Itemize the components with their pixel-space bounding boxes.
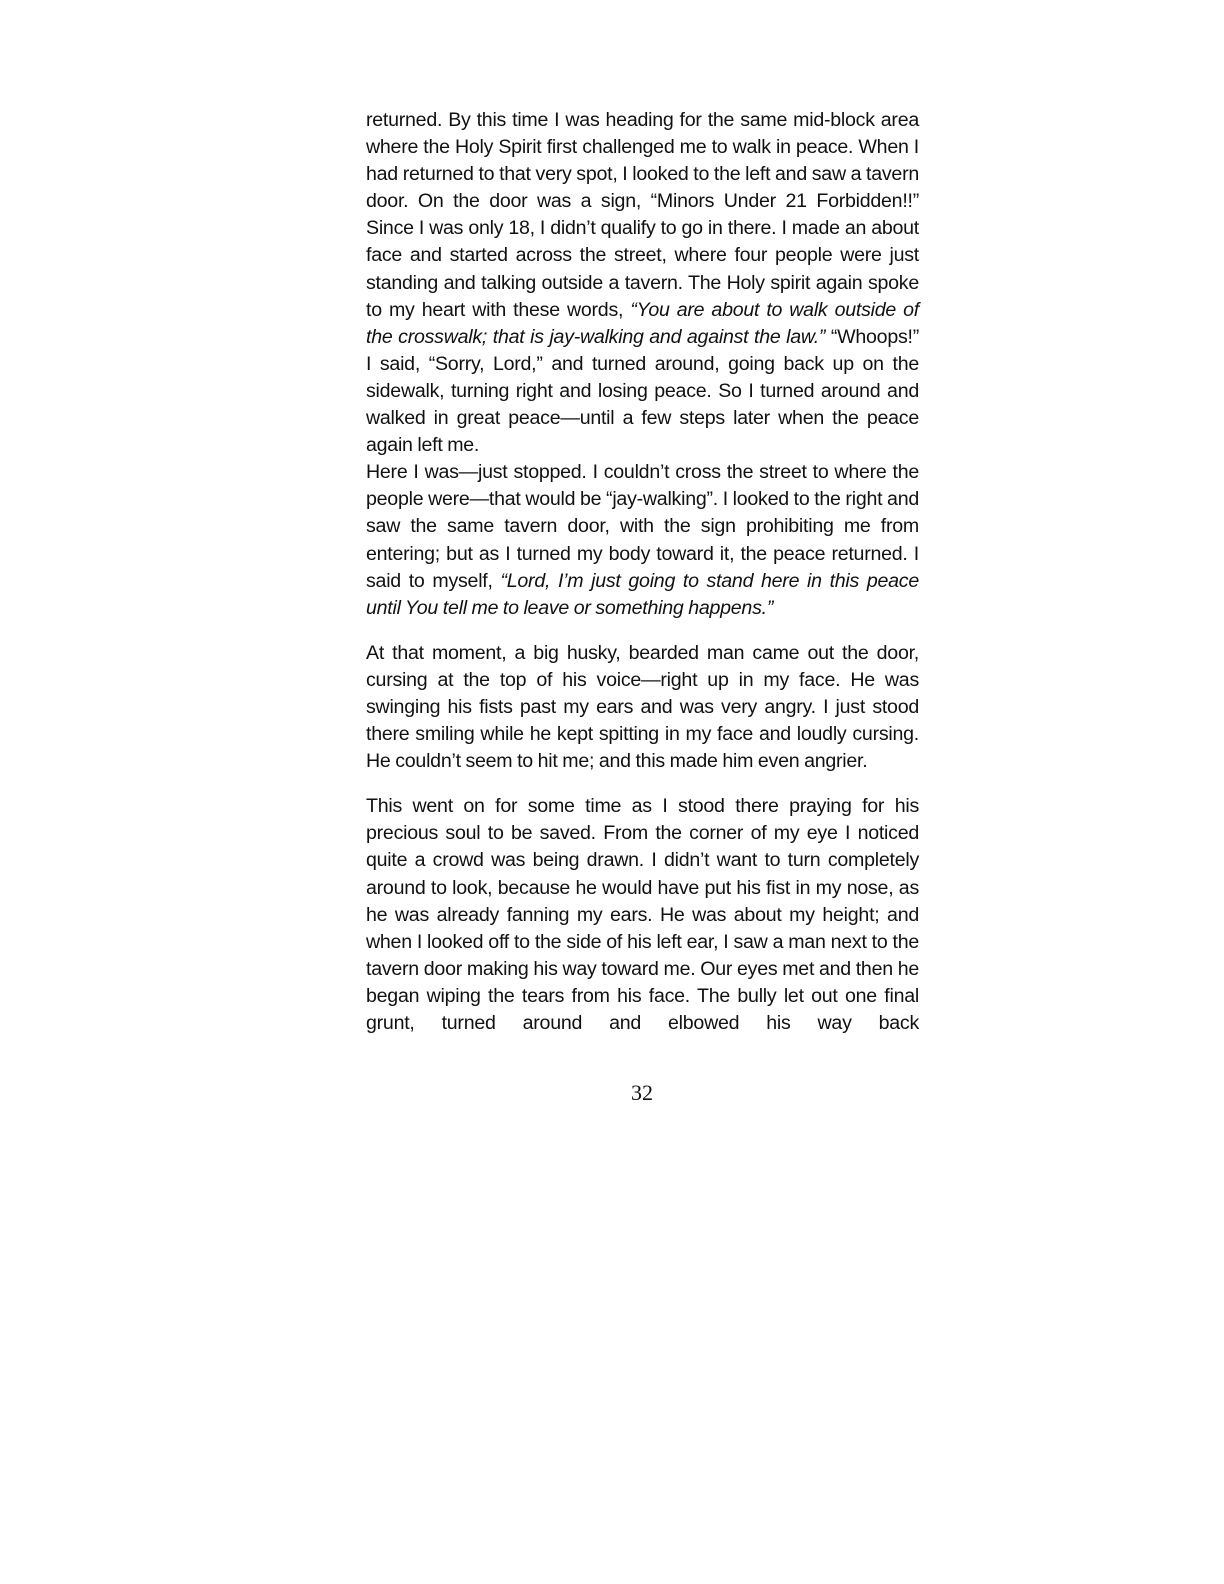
paragraph-4 [366, 793, 919, 1037]
paragraph-2-italic-quote: “Lord, I’m just going to stand here in this peace until You tell me to leave or something happens.” [366, 569, 919, 619]
paragraph-4-text: This went on for some time as I stood there praying for his precious soul to be saved. From the corner of my eye I noticed quite a crowd was being drawn. I didn’t want to turn completely around to look, because he would have put his fist in my nose, as he was already fanning my ears. He was about my height; and when I looked off to the side of his left ear, I saw a man next to the tavern door making his way toward me. Our eyes met and then he began wiping the tears from his face. The bully let out one final grunt, turned around and elbowed his way back [366, 795, 919, 1034]
paragraph-1-text-a: returned. By this time I was heading for the same mid-block area where the Holy Spirit first challenged me to walk in peace. When I had returned to that very spot, I looked to the left and saw a tavern door. On the door was a sign, “Minors Under 21 Forbidden!!” Since I was only 18, I didn’t qualify to go in there. I made an about face and started across the street, where four people were just standing and talking outside a tavern. The Holy spirit again spoke to my heart with these words, [366, 109, 919, 321]
paragraph-3 [366, 640, 919, 775]
body-text [366, 107, 919, 1037]
paragraph-2-text-a: Here I was—just stopped. I couldn’t cross the street to where the people were—that would be “jay-walking”. I looked to the right and saw the same tavern door, with the sign prohibiting me from entering; but as I turned my body toward it, the peace returned. I said to myself, [366, 461, 919, 592]
page-number: 32 [631, 1080, 653, 1105]
paragraph-2 [366, 459, 919, 622]
paragraph-1-italic-quote: “You are about to walk outside of the crosswalk; that is jay-walking and against the law.” [366, 298, 919, 348]
paragraph-1 [366, 107, 919, 459]
paragraph-1-text-b: “Whoops!” I said, “Sorry, Lord,” and turned around, going back up on the sidewalk, turning right and losing peace. So I turned around and walked in great peace—until a few steps later when the peace again left me. [366, 325, 919, 457]
paragraph-3-text: At that moment, a big husky, bearded man came out the door, cursing at the top of his voice—right up in my face. He was swinging his fists past my ears and was very angry. I just stood there smiling while he kept spitting in my face and loudly cursing. He couldn’t seem to hit me; and this made him even angrier. [366, 641, 919, 773]
